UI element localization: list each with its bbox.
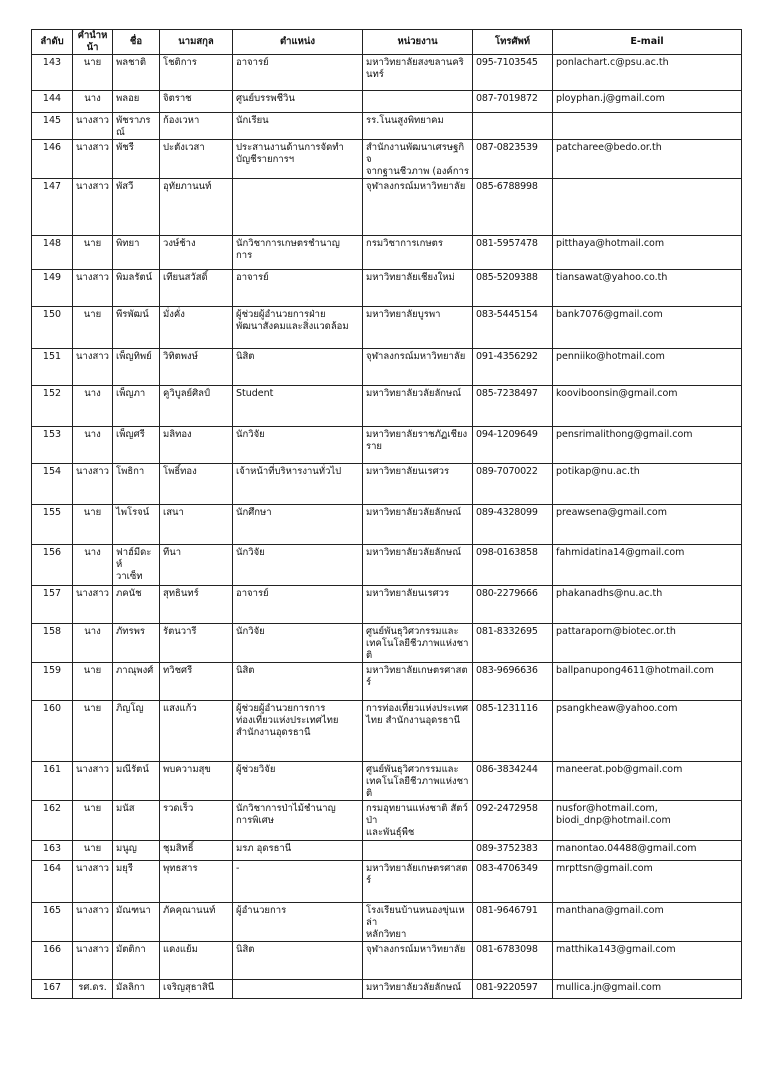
cell-prefix: นาย: [73, 841, 113, 861]
cell-organization: มหาวิทยาลัยวลัยลักษณ์: [363, 980, 473, 999]
table-row: [32, 624, 742, 663]
cell-last-name: ปะตังเวสา: [160, 140, 233, 179]
cell-email: mullica.jn@gmail.com: [553, 980, 742, 999]
header-email: E-mail: [553, 30, 742, 55]
cell-position: มรภ อุดรธานี: [233, 841, 363, 861]
cell-prefix: นางสาว: [73, 140, 113, 179]
cell-organization: [363, 841, 473, 861]
cell-no: 160: [32, 701, 73, 762]
cell-last-name: จิตราช: [160, 91, 233, 113]
cell-first-name: ภาณุพงศ์: [113, 663, 160, 701]
cell-email: psangkheaw@yahoo.com: [553, 701, 742, 762]
table-row: [32, 427, 742, 464]
cell-phone: 089-4328099: [473, 505, 553, 545]
table-row: [32, 179, 742, 236]
cell-first-name: พลอย: [113, 91, 160, 113]
cell-last-name: ชุมสิทธิ์: [160, 841, 233, 861]
cell-position: นักวิจัย: [233, 545, 363, 586]
cell-position: อาจารย์: [233, 270, 363, 307]
cell-position: [233, 980, 363, 999]
table-row: [32, 980, 742, 999]
table-row: [32, 545, 742, 586]
cell-position: -: [233, 861, 363, 903]
cell-last-name: รวดเร็ว: [160, 801, 233, 841]
cell-organization: รร.โนนสูงพิทยาคม: [363, 113, 473, 140]
cell-phone: 083-4706349: [473, 861, 553, 903]
cell-prefix: นางสาว: [73, 762, 113, 801]
cell-prefix: นาง: [73, 624, 113, 663]
cell-email: preawsena@gmail.com: [553, 505, 742, 545]
cell-phone: 081-9646791: [473, 903, 553, 942]
table-row: [32, 586, 742, 624]
header-position: ตำแหน่ง: [233, 30, 363, 55]
cell-position: นิสิต: [233, 942, 363, 980]
cell-first-name: มนัส: [113, 801, 160, 841]
cell-phone: 081-6783098: [473, 942, 553, 980]
cell-phone: 085-7238497: [473, 386, 553, 427]
cell-no: 146: [32, 140, 73, 179]
cell-position: นักวิจัย: [233, 624, 363, 663]
cell-prefix: นางสาว: [73, 861, 113, 903]
cell-phone: 089-3752383: [473, 841, 553, 861]
cell-first-name: ภิญโญ: [113, 701, 160, 762]
cell-email: bank7076@gmail.com: [553, 307, 742, 349]
cell-prefix: นาง: [73, 91, 113, 113]
cell-phone: 086-3834244: [473, 762, 553, 801]
cell-phone: 080-2279666: [473, 586, 553, 624]
cell-first-name: มัลลิกา: [113, 980, 160, 999]
cell-last-name: วงษ์ช้าง: [160, 236, 233, 270]
cell-prefix: นางสาว: [73, 179, 113, 236]
cell-organization: มหาวิทยาลัยวลัยลักษณ์: [363, 386, 473, 427]
cell-last-name: รัตนวารี: [160, 624, 233, 663]
cell-last-name: สุทธินทร์: [160, 586, 233, 624]
cell-email: penniiko@hotmail.com: [553, 349, 742, 386]
cell-organization: มหาวิทยาลัยเกษตรศาสตร์: [363, 663, 473, 701]
cell-organization: กรมอุทยานแห่งชาติ สัตว์ป่า และพันธุ์พืช: [363, 801, 473, 841]
table-row: [32, 663, 742, 701]
cell-email: phakanadhs@nu.ac.th: [553, 586, 742, 624]
table-row: [32, 270, 742, 307]
cell-email: ballpanupong4611@hotmail.com: [553, 663, 742, 701]
cell-email: manthana@gmail.com: [553, 903, 742, 942]
cell-email: patcharee@bedo.or.th: [553, 140, 742, 179]
cell-position: ผู้อำนวยการ: [233, 903, 363, 942]
cell-first-name: ไพโรจน์: [113, 505, 160, 545]
table-row: [32, 942, 742, 980]
cell-phone: 083-9696636: [473, 663, 553, 701]
cell-email: fahmidatina14@gmail.com: [553, 545, 742, 586]
cell-organization: ศูนย์พันธุวิศวกรรมและ เทคโนโลยีชีวภาพแห่งชาติ: [363, 624, 473, 663]
cell-email: potikap@nu.ac.th: [553, 464, 742, 505]
cell-last-name: เสนา: [160, 505, 233, 545]
cell-last-name: โชติการ: [160, 55, 233, 91]
cell-prefix: นางสาว: [73, 586, 113, 624]
cell-first-name: พัสวี: [113, 179, 160, 236]
header-prefix: คำนำหน้า: [73, 30, 113, 55]
cell-prefix: นาย: [73, 663, 113, 701]
cell-organization: มหาวิทยาลัยนเรศวร: [363, 464, 473, 505]
cell-last-name: อุทัยภานนท์: [160, 179, 233, 236]
cell-organization: มหาวิทยาลัยราชภัฏเชียงราย: [363, 427, 473, 464]
cell-email: kooviboonsin@gmail.com: [553, 386, 742, 427]
cell-phone: [473, 113, 553, 140]
cell-phone: 085-6788998: [473, 179, 553, 236]
cell-prefix: นางสาว: [73, 349, 113, 386]
cell-email: manontao.04488@gmail.com: [553, 841, 742, 861]
cell-first-name: ภคนัช: [113, 586, 160, 624]
cell-prefix: นาย: [73, 701, 113, 762]
cell-no: 159: [32, 663, 73, 701]
cell-email: pattaraporn@biotec.or.th: [553, 624, 742, 663]
table-row: [32, 307, 742, 349]
cell-phone: 091-4356292: [473, 349, 553, 386]
cell-no: 166: [32, 942, 73, 980]
cell-first-name: พัชรี: [113, 140, 160, 179]
cell-phone: 085-1231116: [473, 701, 553, 762]
cell-organization: สำนักงานพัฒนาเศรษฐกิจ จากฐานชีวภาพ (องค์การ: [363, 140, 473, 179]
cell-first-name: เพ็ญศรี: [113, 427, 160, 464]
cell-email: [553, 179, 742, 236]
cell-no: 147: [32, 179, 73, 236]
cell-no: 151: [32, 349, 73, 386]
cell-phone: 081-5957478: [473, 236, 553, 270]
cell-first-name: ภัทรพร: [113, 624, 160, 663]
table-row: [32, 91, 742, 113]
table-row: [32, 464, 742, 505]
cell-no: 156: [32, 545, 73, 586]
cell-last-name: ทีนา: [160, 545, 233, 586]
cell-prefix: นางสาว: [73, 942, 113, 980]
cell-organization: จุฬาลงกรณ์มหาวิทยาลัย: [363, 349, 473, 386]
cell-prefix: นางสาว: [73, 113, 113, 140]
cell-no: 157: [32, 586, 73, 624]
participant-list-page: [31, 29, 742, 999]
cell-phone: 087-7019872: [473, 91, 553, 113]
cell-no: 145: [32, 113, 73, 140]
cell-first-name: มนูญ: [113, 841, 160, 861]
cell-organization: กรมวิชาการเกษตร: [363, 236, 473, 270]
cell-organization: มหาวิทยาลัยวลัยลักษณ์: [363, 505, 473, 545]
cell-no: 162: [32, 801, 73, 841]
cell-position: อาจารย์: [233, 55, 363, 91]
cell-phone: 081-9220597: [473, 980, 553, 999]
cell-last-name: แดงแย้ม: [160, 942, 233, 980]
cell-email: mrpttsn@gmail.com: [553, 861, 742, 903]
cell-last-name: พบความสุข: [160, 762, 233, 801]
cell-phone: 087-0823539: [473, 140, 553, 179]
cell-phone: 092-2472958: [473, 801, 553, 841]
cell-organization: โรงเรียนบ้านหนองขุ่นเหล่า หลักวิทยา: [363, 903, 473, 942]
cell-position: [233, 179, 363, 236]
cell-position: ประสานงานด้านการจัดทำ บัญชีรายการฯ: [233, 140, 363, 179]
cell-prefix: นาย: [73, 307, 113, 349]
cell-prefix: นางสาว: [73, 270, 113, 307]
cell-phone: 083-5445154: [473, 307, 553, 349]
cell-phone: 085-5209388: [473, 270, 553, 307]
cell-prefix: นาย: [73, 236, 113, 270]
cell-last-name: ก้องเวหา: [160, 113, 233, 140]
table-row: [32, 236, 742, 270]
cell-position: ผู้ช่วยผู้อำนวยการฝ่าย พัฒนาสังคมและสิ่งแวดล้อม: [233, 307, 363, 349]
cell-prefix: นาง: [73, 545, 113, 586]
cell-no: 158: [32, 624, 73, 663]
cell-phone: 098-0163858: [473, 545, 553, 586]
cell-last-name: ทวิชศรี: [160, 663, 233, 701]
cell-first-name: ฟาฮ์มีดะห์ วาเซ็ท: [113, 545, 160, 586]
cell-organization: ศูนย์พันธุวิศวกรรมและ เทคโนโลยีชีวภาพแห่งชาติ: [363, 762, 473, 801]
table-row: [32, 349, 742, 386]
cell-organization: มหาวิทยาลัยบูรพา: [363, 307, 473, 349]
cell-position: ผู้ช่วยวิจัย: [233, 762, 363, 801]
cell-phone: 094-1209649: [473, 427, 553, 464]
cell-first-name: พัชราภรณ์: [113, 113, 160, 140]
cell-no: 167: [32, 980, 73, 999]
cell-organization: มหาวิทยาลัยนเรศวร: [363, 586, 473, 624]
header-phone: โทรศัพท์: [473, 30, 553, 55]
cell-first-name: พิมลรัตน์: [113, 270, 160, 307]
cell-last-name: โพธิ์ทอง: [160, 464, 233, 505]
cell-organization: จุฬาลงกรณ์มหาวิทยาลัย: [363, 179, 473, 236]
cell-organization: การท่องเที่ยวแห่งประเทศ ไทย สำนักงานอุดรธานี: [363, 701, 473, 762]
cell-email: pitthaya@hotmail.com: [553, 236, 742, 270]
cell-last-name: วิทิตพงษ์: [160, 349, 233, 386]
cell-first-name: มัณฑนา: [113, 903, 160, 942]
cell-first-name: เพ็ญภา: [113, 386, 160, 427]
cell-position: อาจารย์: [233, 586, 363, 624]
cell-first-name: มณีรัตน์: [113, 762, 160, 801]
table-row: [32, 841, 742, 861]
cell-last-name: มลิทอง: [160, 427, 233, 464]
cell-no: 165: [32, 903, 73, 942]
cell-email: maneerat.pob@gmail.com: [553, 762, 742, 801]
cell-no: 149: [32, 270, 73, 307]
cell-email: pensrimalithong@gmail.com: [553, 427, 742, 464]
cell-organization: มหาวิทยาลัยเกษตรศาสตร์: [363, 861, 473, 903]
cell-phone: 081-8332695: [473, 624, 553, 663]
cell-position: นักเรียน: [233, 113, 363, 140]
cell-organization: มหาวิทยาลัยสงขลานครินทร์: [363, 55, 473, 91]
cell-first-name: มัตติกา: [113, 942, 160, 980]
cell-no: 143: [32, 55, 73, 91]
header-no: ลำดับ: [32, 30, 73, 55]
cell-prefix: นาย: [73, 801, 113, 841]
cell-last-name: คูวิบูลย์ศิลป์: [160, 386, 233, 427]
table-row: [32, 113, 742, 140]
table-row: [32, 505, 742, 545]
cell-phone: 095-7103545: [473, 55, 553, 91]
cell-position: นักวิชาการป่าไม้ชำนาญ การพิเศษ: [233, 801, 363, 841]
cell-email: nusfor@hotmail.com, biodi_dnp@hotmail.com: [553, 801, 742, 841]
cell-no: 163: [32, 841, 73, 861]
table-row: [32, 762, 742, 801]
cell-email: matthika143@gmail.com: [553, 942, 742, 980]
cell-last-name: พุทธสาร: [160, 861, 233, 903]
table-row: [32, 140, 742, 179]
cell-last-name: มั่งคั่ง: [160, 307, 233, 349]
cell-organization: มหาวิทยาลัยวลัยลักษณ์: [363, 545, 473, 586]
cell-organization: มหาวิทยาลัยเชียงใหม่: [363, 270, 473, 307]
cell-first-name: โพธิกา: [113, 464, 160, 505]
table-row: [32, 801, 742, 841]
cell-position: นักวิจัย: [233, 427, 363, 464]
header-first-name: ชื่อ: [113, 30, 160, 55]
cell-first-name: พีรพัฒน์: [113, 307, 160, 349]
cell-prefix: นางสาว: [73, 903, 113, 942]
cell-prefix: นาง: [73, 427, 113, 464]
cell-last-name: เทียนสวัสดิ์: [160, 270, 233, 307]
cell-first-name: มยุรี: [113, 861, 160, 903]
cell-email: tiansawat@yahoo.co.th: [553, 270, 742, 307]
table-row: [32, 861, 742, 903]
table-row: [32, 55, 742, 91]
cell-no: 144: [32, 91, 73, 113]
header-row: [32, 30, 742, 55]
cell-no: 155: [32, 505, 73, 545]
cell-position: ผู้ช่วยผู้อำนวยการการ ท่องเที่ยวแห่งประเทศไทย สำนักงานอุดรธานี: [233, 701, 363, 762]
cell-last-name: เจริญสุธาสินี: [160, 980, 233, 999]
cell-position: Student: [233, 386, 363, 427]
cell-position: เจ้าหน้าที่บริหารงานทั่วไป: [233, 464, 363, 505]
cell-no: 154: [32, 464, 73, 505]
cell-email: [553, 113, 742, 140]
cell-position: นักวิชาการเกษตรชำนาญ การ: [233, 236, 363, 270]
header-organization: หน่วยงาน: [363, 30, 473, 55]
cell-position: นิสิต: [233, 663, 363, 701]
cell-email: ployphan.j@gmail.com: [553, 91, 742, 113]
cell-no: 164: [32, 861, 73, 903]
cell-prefix: รศ.ดร.: [73, 980, 113, 999]
cell-no: 161: [32, 762, 73, 801]
cell-position: นักศึกษา: [233, 505, 363, 545]
cell-organization: [363, 91, 473, 113]
cell-no: 152: [32, 386, 73, 427]
cell-position: ศูนย์บรรพชีวิน: [233, 91, 363, 113]
cell-last-name: แสงแก้ว: [160, 701, 233, 762]
cell-prefix: นางสาว: [73, 464, 113, 505]
cell-position: นิสิต: [233, 349, 363, 386]
cell-organization: จุฬาลงกรณ์มหาวิทยาลัย: [363, 942, 473, 980]
cell-no: 150: [32, 307, 73, 349]
cell-no: 148: [32, 236, 73, 270]
header-last-name: นามสกุล: [160, 30, 233, 55]
cell-no: 153: [32, 427, 73, 464]
participant-table: [31, 29, 742, 999]
cell-prefix: นาง: [73, 386, 113, 427]
table-row: [32, 701, 742, 762]
table-row: [32, 386, 742, 427]
cell-last-name: ภัคคุณานนท์: [160, 903, 233, 942]
table-row: [32, 903, 742, 942]
cell-first-name: พลชาติ: [113, 55, 160, 91]
cell-prefix: นาย: [73, 55, 113, 91]
cell-phone: 089-7070022: [473, 464, 553, 505]
cell-prefix: นาย: [73, 505, 113, 545]
cell-first-name: พิทยา: [113, 236, 160, 270]
cell-email: ponlachart.c@psu.ac.th: [553, 55, 742, 91]
cell-first-name: เพ็ญทิพย์: [113, 349, 160, 386]
